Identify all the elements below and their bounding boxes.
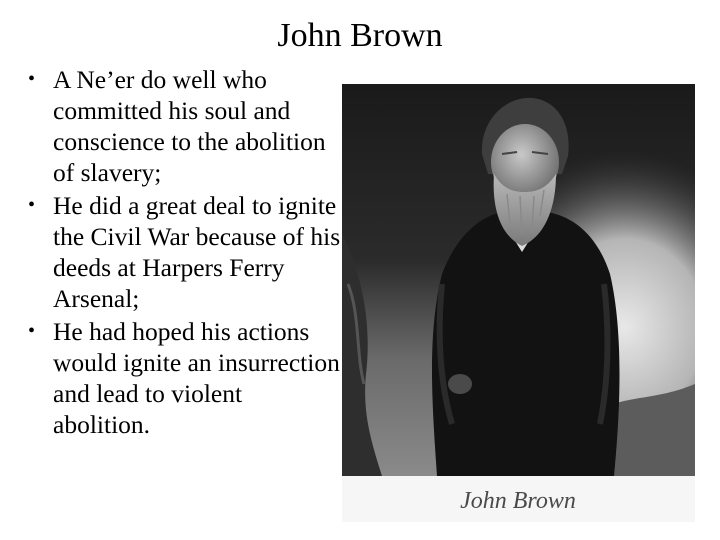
signature: John Brown [460,488,576,514]
bullet-text: He had hoped his actions would ignite an insurrection and lead to violent abolition. [53,317,340,439]
bullet-icon: • [28,194,36,216]
bullet-item [24,316,342,440]
bullet-item [24,64,342,188]
portrait-drawing [342,84,695,522]
bullet-item [24,190,342,314]
bullet-list [24,64,342,442]
bullet-icon: • [28,68,36,90]
coat [432,212,620,476]
hand [448,374,472,394]
bullet-text: A Ne’er do well who committed his soul and conscience to the abolition of slavery; [53,65,326,187]
bullet-text: He did a great deal to ignite the Civil War because of his deeds at Harpers Ferry Arsenal; [53,191,341,313]
bullet-icon: • [28,320,36,342]
portrait-image [342,84,695,522]
slide-title: John Brown [277,17,443,54]
